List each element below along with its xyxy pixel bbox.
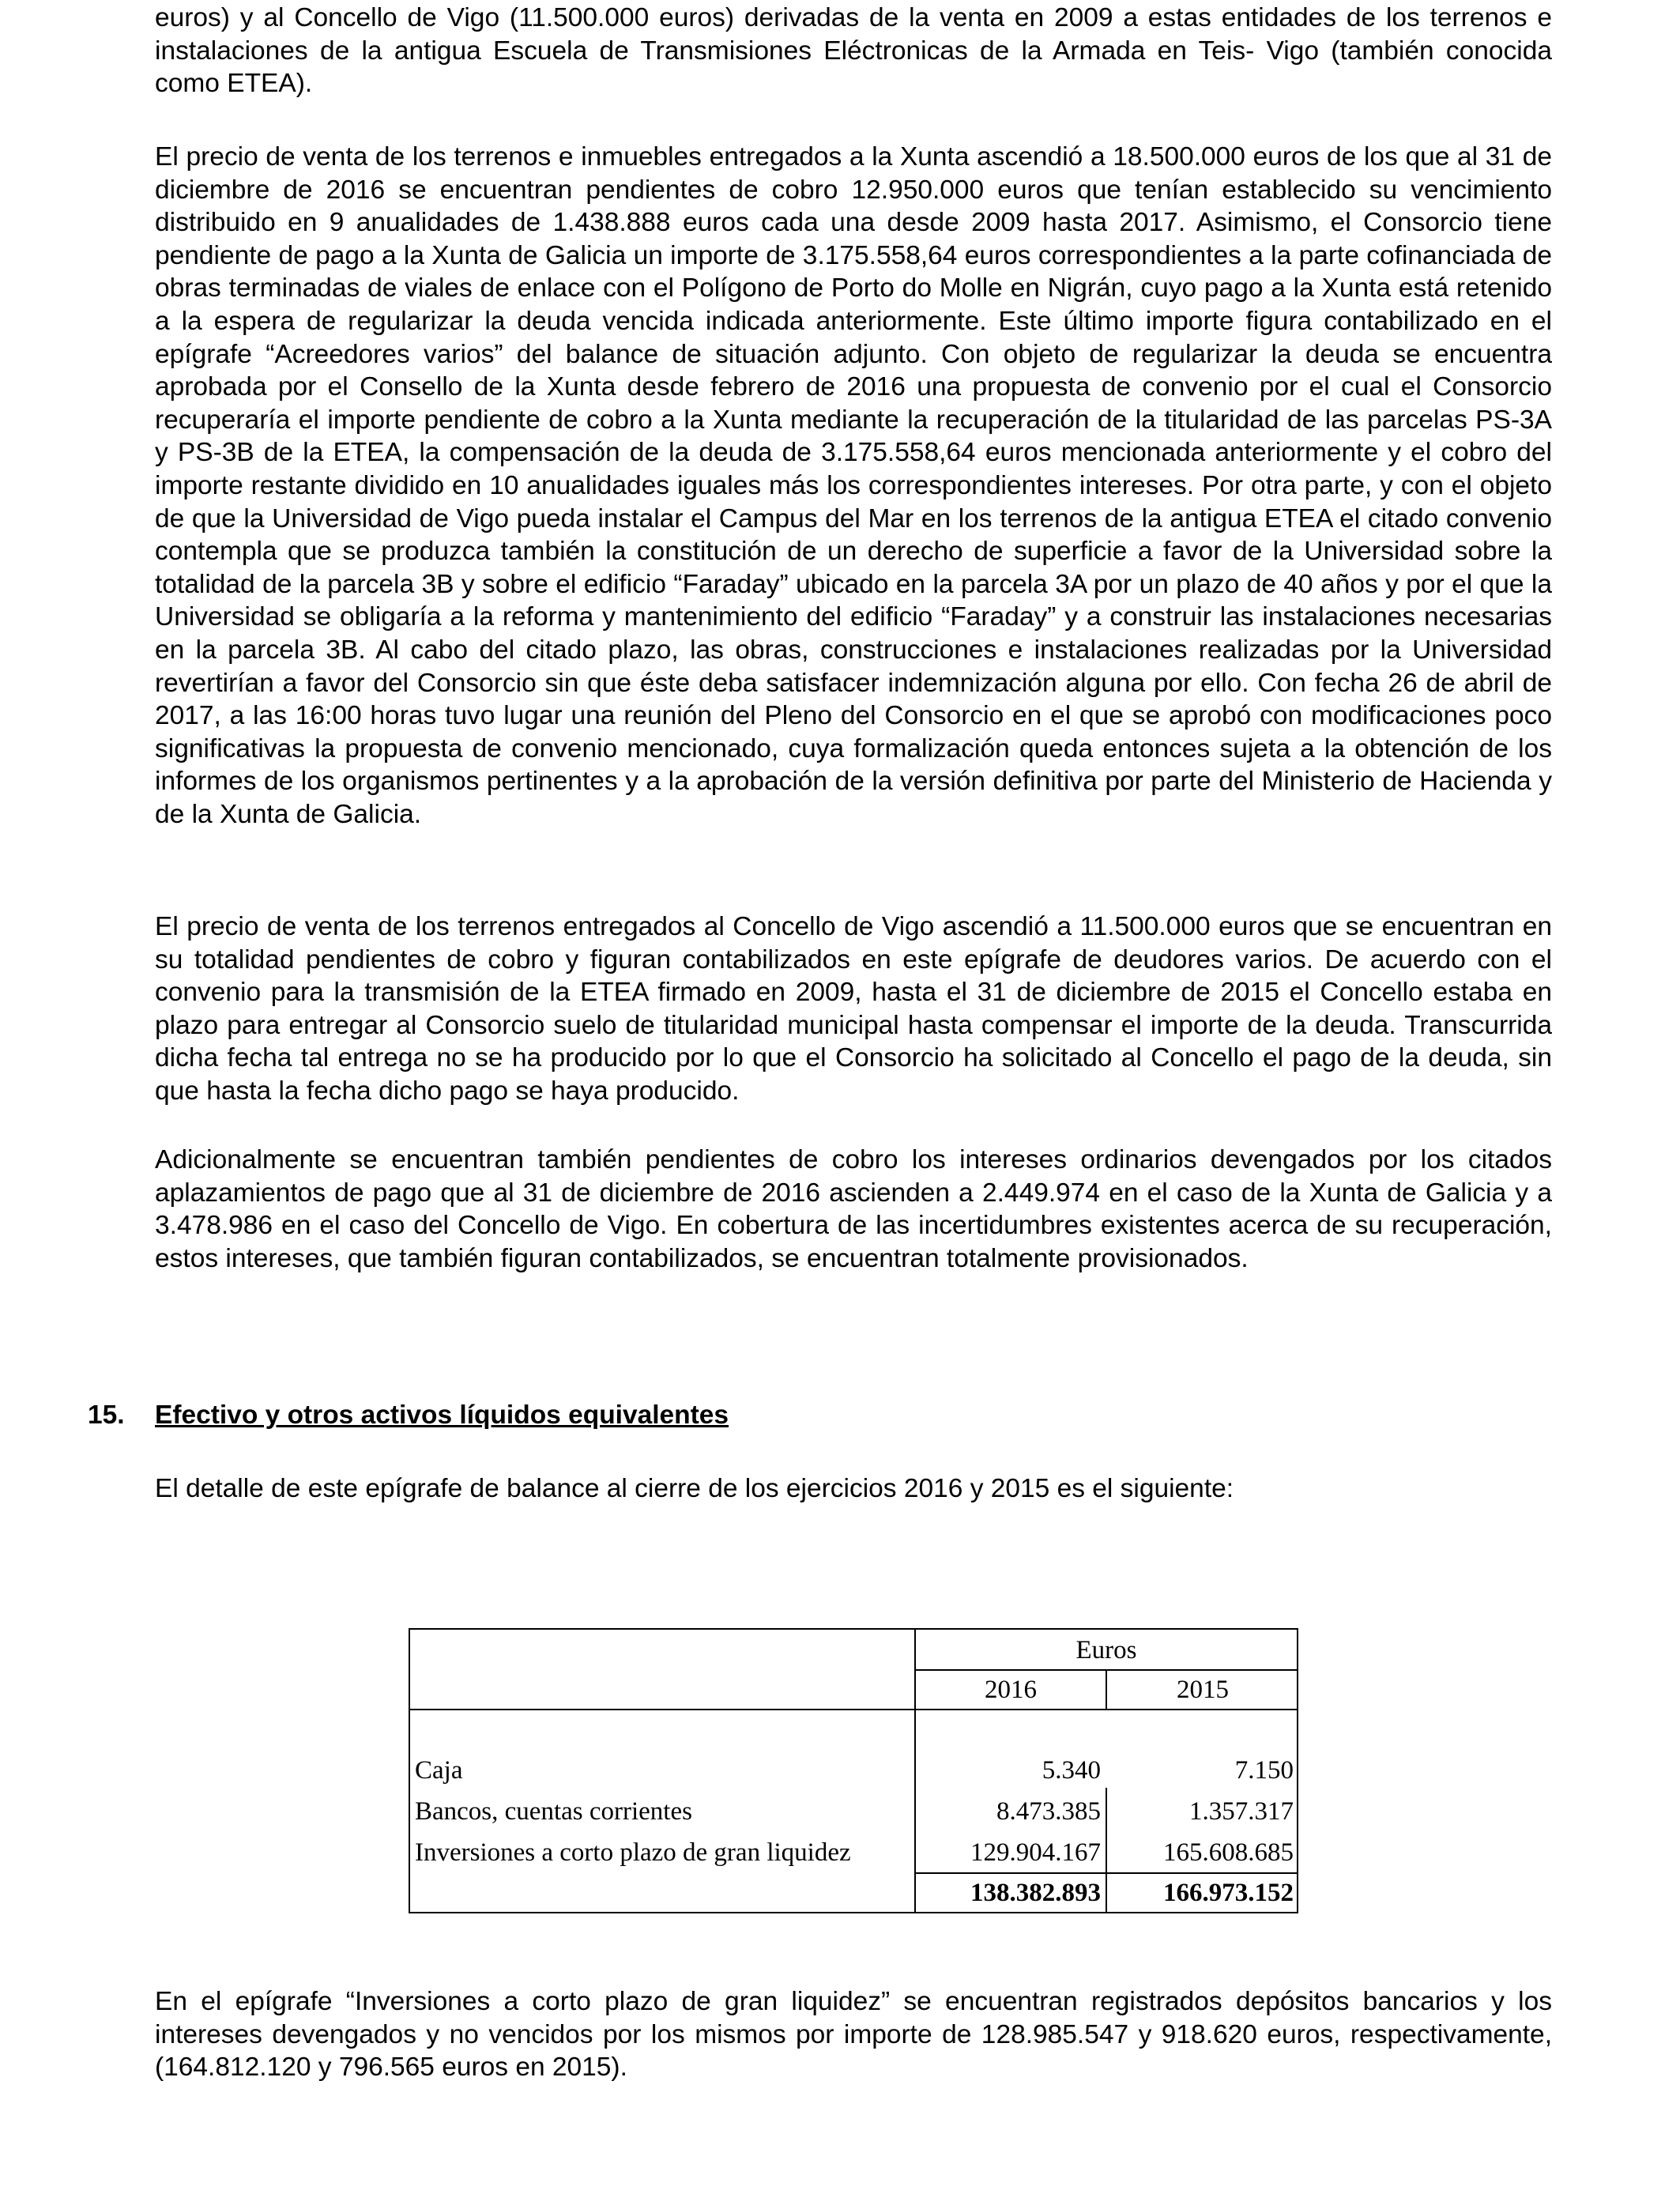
paragraph-inversiones-detail: En el epígrafe “Inversiones a corto plazo de gran liquidez” se encuentran registrados depósitos bancarios y los intereses devengados y no vencidos por los mismos por importe de 128.985.547 y 918.620 euros, respectivamente, (164.812.120 y 796.565 euros en 2015). — [155, 1987, 1552, 2083]
section-heading — [88, 1399, 729, 1432]
section-title: Efectivo y otros activos líquidos equivalentes — [155, 1400, 729, 1430]
year-header-2015: 2015 — [1177, 1676, 1229, 1704]
paragraph-concello-sale: El precio de venta de los terrenos entregados al Concello de Vigo ascendió a 11.500.000 euros que se encuentran en su totalidad pendientes de cobro y figuran contabilizados en este epígrafe de deudores varios. De acuerdo con el convenio para la transmisión de la ETEA firmado en 2009, hasta el 31 de diciembre de 2015 el Concello estaba en plazo para entregar al Consorcio suelo de titularidad municipal hasta compensar el importe de la deuda. Transcurrida dicha fecha tal entrega no se ha producido por lo que el Consorcio ha solicitado al Concello el pago de la deuda, sin que hasta la fecha dicho pago se haya producido. — [155, 912, 1552, 1106]
row-value-2016: 8.473.385 — [996, 1797, 1101, 1826]
currency-header: Euros — [1075, 1636, 1137, 1664]
paragraph-interest: Adicionalmente se encuentran también pendientes de cobro los intereses ordinarios devengados por los citados aplazamientos de pago que al 31 de diciembre de 2016 ascienden a 2.449.974 en el caso de la Xunta de Galicia y a 3.478.986 en el caso del Concello de Vigo. En cobertura de las incertidumbres existentes acerca de su recuperación, estos intereses, que también figuran contabilizados, se encuentran totalmente provisionados. — [155, 1145, 1552, 1273]
year-header-2016: 2016 — [985, 1676, 1037, 1704]
paragraph-xunta-sale: El precio de venta de los terrenos e inmuebles entregados a la Xunta ascendió a 18.500.000 euros de los que al 31 de diciembre de 2016 se encuentran pendientes de cobro 12.950.000 euros que tenían establecido su vencimiento distribuido en 9 anualidades de 1.438.888 euros cada una desde 2009 hasta 2017. Asimismo, el Consorcio tiene pendiente de pago a la Xunta de Galicia un importe de 3.175.558,64 euros correspondientes a la parte cofinanciada de obras terminadas de viales de enlace con el Polígono de Porto do Molle en Nigrán, cuyo pago a la Xunta está retenido a la espera de regularizar la deuda vencida indicada anteriormente. Este último importe figura contabilizado en el epígrafe “Acreedores varios” del balance de situación adjunto. Con objeto de regularizar la deuda se encuentra aprobada por el Consello de la Xunta desde febrero de 2016 una propuesta de convenio por el cual el Consorcio recuperaría el importe pendiente de cobro a la Xunta mediante la recuperación de la titularidad de las parcelas PS-3A y PS-3B de la ETEA, la compensación de la deuda de 3.175.558,64 euros mencionada anteriormente y el cobro del importe restante dividido en 10 anualidades iguales más los correspondientes intereses. Por otra parte, y con el objeto de que la Universidad de Vigo pueda instalar el Campus del Mar en los terrenos de la antigua ETEA el citado convenio contempla que se produzca también la constitución de un derecho de superficie a favor de la Universidad sobre la totalidad de la parcela 3B y sobre el edificio “Faraday” ubicado en la parcela 3A por un plazo de 40 años y por el que la Universidad se obligaría a la reforma y mantenimiento del edificio “Faraday” y a construir las instalaciones necesarias en la parcela 3B. Al cabo del citado plazo, las obras, construcciones e instalaciones realizadas por la Universidad revertirían a favor del Consorcio sin que éste deba satisfacer indemnización alguna por ello. Con fecha 26 de abril de 2017, a las 16:00 horas tuvo lugar una reunión del Pleno del Consorcio en el que se aprobó con modificaciones poco significativas la propuesta de convenio mencionado, cuya formalización queda entonces sujeta a la obtención de los informes de los organismos pertinentes y a la aprobación de la versión definitiva por parte del Ministerio de Hacienda y de la Xunta de Galicia. — [155, 142, 1552, 829]
row-value-2016: 129.904.167 — [970, 1838, 1101, 1867]
row-label-bancos: Bancos, cuentas corrientes — [415, 1797, 692, 1826]
row-value-2015: 7.150 — [1234, 1756, 1294, 1785]
total-2016: 138.382.893 — [970, 1879, 1101, 1907]
row-value-2016: 5.340 — [1042, 1756, 1101, 1785]
total-2015: 166.973.152 — [1163, 1879, 1294, 1907]
paragraph-etea-sale: euros) y al Concello de Vigo (11.500.000 euros) derivadas de la venta en 2009 a estas entidades de los terrenos e instalaciones de la antigua Escuela de Transmisiones Eléctronicas de la Armada en Teis- Vigo (también conocida como ETEA). — [155, 3, 1552, 99]
section-number: 15. — [88, 1400, 125, 1430]
row-value-2015: 165.608.685 — [1163, 1838, 1294, 1867]
row-label-inversiones: Inversiones a corto plazo de gran liquidez — [415, 1838, 851, 1867]
paragraph-table-intro: El detalle de este epígrafe de balance al cierre de los ejercicios 2016 y 2015 es el siguiente: — [155, 1474, 1234, 1503]
row-label-caja: Caja — [415, 1756, 463, 1785]
cash-table — [409, 1628, 1298, 1913]
row-value-2015: 1.357.317 — [1189, 1797, 1294, 1826]
